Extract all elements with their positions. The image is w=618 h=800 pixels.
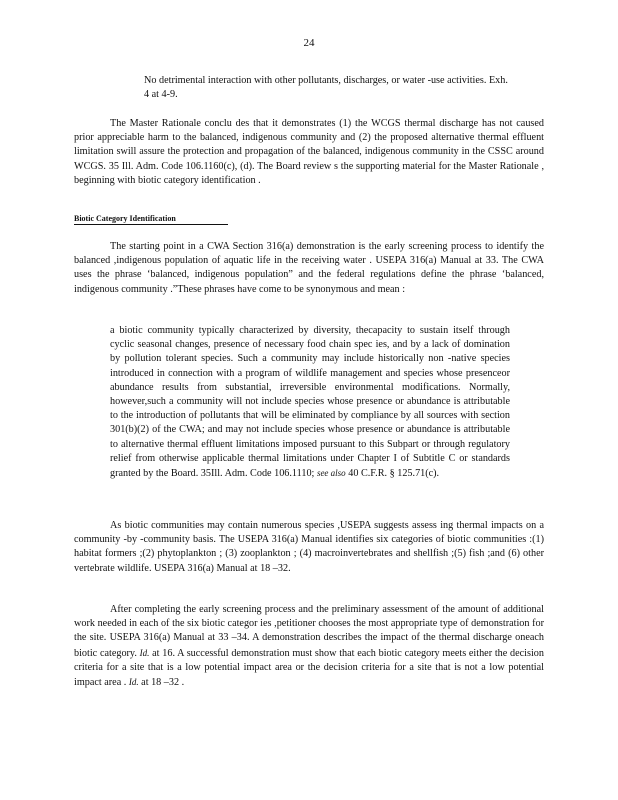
section-heading: Biotic Category Identification — [74, 214, 228, 225]
paragraph-after-screening — [74, 603, 544, 690]
bullet-text: No detrimental interaction with other pollutants, discharges, or water -use activities. Exh. 4 at 4-9. — [144, 75, 508, 101]
bullet-item — [110, 74, 510, 102]
paragraph-master-rationale: The Master Rationale conclu des that it demonstrates (1) the WCGS thermal discharge has not caused prior appreciable harm to the balanced, indigenous community and (2) the proposed alternative thermal effluent limitation swill assure the protection and propagation of the balanced, indigenous community in the CSSC around WCGS. 35 Ill. Adm. Code 106.1160(c), (d). The Board review s the supporting material for the Master Rationale , beginning with biotic category identification . — [74, 118, 544, 186]
quote-citation: 40 C.F.R. § 125.71(c). — [348, 468, 440, 480]
paragraph-starting-point: The starting point in a CWA Section 316(a) demonstration is the early screening process to identify the balanced ,indigenous population of aquatic life in the receiving water . USEPA 316(a) Manual at 33. The CWA uses the phrase ‘balanced, indigenous population” and the federal regulations define the phrase ‘balanced, indigenous community .”These phrases have come to be synonymous and mean : — [74, 241, 544, 295]
paragraph-biotic-communities: As biotic communities may contain numerous species ,USEPA suggests assess ing thermal impacts on a community -by -community basis. The USEPA 316(a) Manual identifies six categories of biotic communities :(1) habitat formers ;(2) phytoplankton ; (3) zooplankton ; (4) macroinvertebrates and shellfish ;(5) fish ;and (6) other vertebrate wildlife. USEPA 316(a) Manual at 18 –32. — [74, 520, 544, 574]
quote-text: a biotic community typically characterized by diversity, thecapacity to sustain itself through cyclic seasonal changes, presence of necessary food chain spec ies, and by a lack of domination by pollution tolerant species. Such a community may include historically non -native species introduced in connection with a program of wildlife management and species whose presenceor abundance results from substantial, irreversible environmental modifications. Normally, however,such a community will not include species whose presence or abundance is attributable to the introduction of pollutants that will be eliminated by compliance by all sources with section 301(b)(2) of the CWA; and may not include species whose presence or abundance is attributable to alternative thermal effluent limitations imposed pursuant to this Subpart or through regulatory relief from otherwise applicable thermal limitations under Chapter I of Subtitle C or standards granted by the Board. 35Ill. Adm. Code 106.1110; — [110, 325, 510, 480]
page-number: 24 — [303, 37, 315, 49]
p4-id2: Id. — [128, 677, 139, 688]
p4-part1: After completing the early screening process and the preliminary assessment of the amount of additional work needed in each of the six biotic categor ies ,petitioner chooses the most appropriate type of demonstration for the site. USEPA 316(a) Manual at 33 –34. A demonstration describes the impact of the thermal discharge oneach biotic category. — [74, 604, 544, 659]
p4-id1: Id. — [139, 647, 150, 658]
p4-part2: at 16. A successful demonstration must show that each biotic category meets either the decision criteria for a site that is a low potential impact area or the decision criteria for a site that is not a low potential impact area . — [74, 647, 544, 689]
p4-part3: at 18 –32 . — [141, 677, 185, 689]
quote-see-also: see also — [316, 468, 346, 479]
block-quote — [110, 324, 510, 481]
